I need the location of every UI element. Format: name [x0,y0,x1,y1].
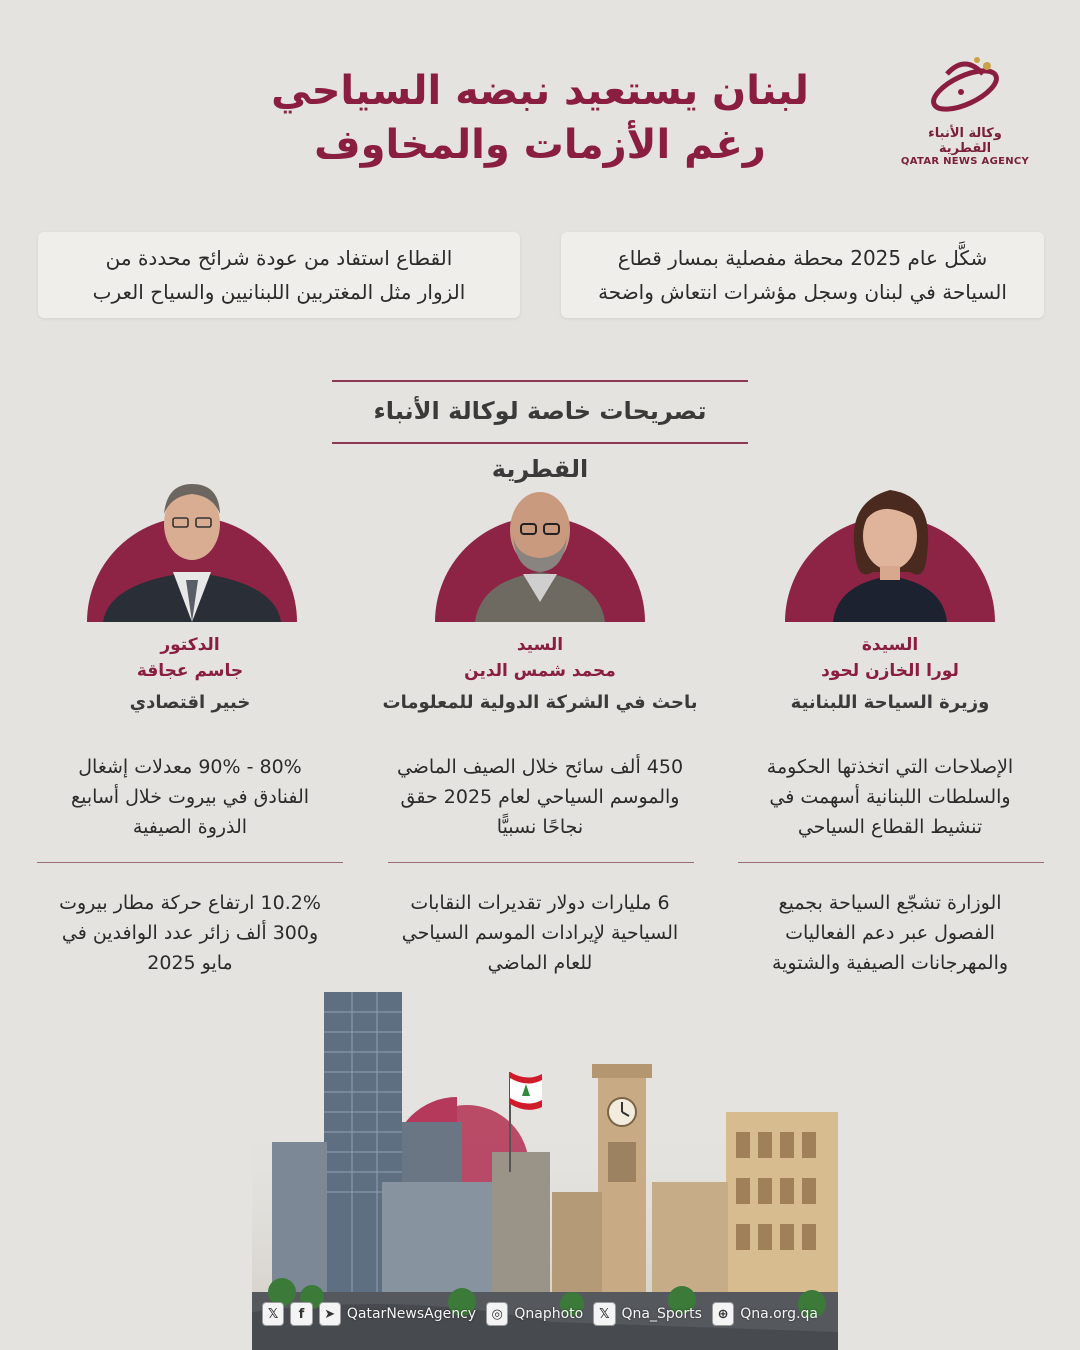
beirut-skyline-illustration [252,992,838,1350]
person-honorific: السيدة [861,635,919,655]
divider [37,862,343,863]
instagram-icon[interactable]: ◎ [486,1302,508,1326]
statement-line: تنشيط القطاع السياحي [797,816,983,838]
statement-line: 80% - 90% معدلات إشغال [78,756,302,778]
footer-handle-qna-sports[interactable]: Qna_Sports [621,1306,702,1322]
title-line-2: رغم الأزمات والمخاوف [314,122,766,168]
person-name: لورا الخازن لحود [821,661,959,681]
info-right-line-1: شكَّل عام 2025 محطة مفصلية بمسار قطاع [617,246,988,270]
title-line-1: لبنان يستعيد نبضه السياحي [271,68,809,114]
statement-line: للعام الماضي [487,952,593,974]
statement-mohammad-2 [375,888,705,978]
statement-line: نجاحًا نسبيًّا [496,816,584,838]
telegram-icon[interactable]: ➤ [319,1302,341,1326]
qna-emblem-icon [925,52,1005,124]
person-name: محمد شمس الدين [464,661,616,681]
page-title [250,64,830,172]
portrait-lora [785,472,995,622]
statement-line: 10.2% ارتفاع حركة مطار بيروت [59,892,321,914]
portrait-jassem [87,472,297,622]
logo-text-ar: وكالة الأنباء القطرية [928,126,1002,156]
portrait-mohammad [435,472,645,622]
statement-lora-2 [725,888,1055,978]
logo-text-en: QATAR NEWS AGENCY [900,156,1030,167]
info-box-left [38,232,520,318]
section-title: تصريحات خاصة لوكالة الأنباء القطرية [373,397,707,483]
statement-line: مايو 2025 [147,952,233,974]
statement-jassem-2 [25,888,355,978]
info-right-line-2: السياحة في لبنان وسجل مؤشرات انتعاش واضحة [598,280,1007,304]
woman-portrait-icon [785,472,995,622]
footer-website[interactable]: Qna.org.qa [740,1306,818,1322]
social-footer [262,1300,822,1328]
person-name: جاسم عجاقة [136,661,244,681]
qna-logo [900,52,1030,170]
facebook-icon[interactable]: f [290,1302,312,1326]
section-header [332,380,748,483]
info-left-line-1: القطاع استفاد من عودة شرائح محددة من [105,246,453,270]
statement-line: الفنادق في بيروت خلال أسابيع [70,786,310,808]
statement-line: الإصلاحات التي اتخذتها الحكومة [766,756,1014,778]
info-box-right [561,232,1044,318]
man-portrait-icon [435,472,645,622]
person-info-lora [720,632,1060,718]
statement-line: الذروة الصيفية [132,816,248,838]
statement-line: 6 مليارات دولار تقديرات النقابات [410,892,670,914]
statement-line: الوزارة تشجّع السياحة بجميع [778,892,1002,914]
footer-handle-qatarnewsagency[interactable]: QatarNewsAgency [346,1306,477,1322]
divider [738,862,1044,863]
statement-lora-1 [725,752,1055,842]
statement-line: 450 ألف سائح خلال الصيف الماضي [396,756,684,778]
person-role: وزيرة السياحة اللبنانية [790,692,990,713]
statement-line: والموسم السياحي لعام 2025 حقق [400,786,680,808]
person-role: خبير اقتصادي [129,692,251,713]
statement-line: السياحية لإيرادات الموسم السياحي [401,922,679,944]
person-honorific: السيد [516,635,564,655]
x-icon[interactable]: 𝕏 [593,1302,615,1326]
info-left-line-2: الزوار مثل المغتربين اللبنانيين والسياح العرب [92,280,466,304]
divider [388,862,694,863]
person-info-mohammad [370,632,710,718]
footer-handle-qnaphoto[interactable]: Qnaphoto [514,1306,584,1322]
person-role: باحث في الشركة الدولية للمعلومات [382,692,698,713]
web-icon[interactable]: ⊕ [712,1302,734,1326]
statement-mohammad-1 [375,752,705,842]
x-icon[interactable]: 𝕏 [262,1302,284,1326]
person-honorific: الدكتور [160,635,220,655]
person-info-jassem [20,632,360,718]
statement-line: والسلطات اللبنانية أسهمت في [769,786,1011,808]
man-portrait-icon [87,472,297,622]
statement-line: الفصول عبر دعم الفعاليات [785,922,995,944]
statement-line: والمهرجانات الصيفية والشتوية [771,952,1009,974]
statement-jassem-1 [25,752,355,842]
statement-line: و300 ألف زائر عدد الوافدين في [61,922,319,944]
